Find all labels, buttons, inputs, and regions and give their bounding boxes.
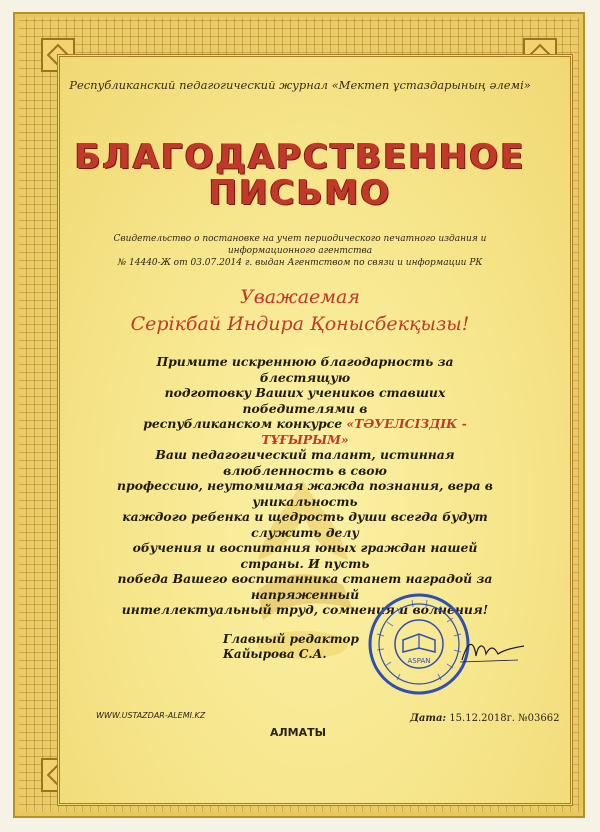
date-label: Дата: bbox=[410, 713, 447, 724]
body-line-prefix: республиканском конкурсе bbox=[143, 416, 347, 431]
editor-name: Кайырова С.А. bbox=[223, 647, 327, 661]
registration-line-2: № 14440-Ж от 03.07.2014 г. выдан Агентством по связи и информации РК bbox=[117, 258, 483, 268]
date-value: 15.12.2018г. №03662 bbox=[449, 713, 560, 724]
title-line-2: ПИСЬМО bbox=[208, 173, 392, 213]
editor-block bbox=[223, 632, 359, 662]
city-label: АЛМАТЫ bbox=[270, 726, 327, 739]
letter-body bbox=[110, 354, 500, 618]
official-stamp-icon bbox=[367, 592, 471, 696]
editor-role: Главный редактор bbox=[223, 632, 359, 646]
registration-note bbox=[80, 233, 520, 269]
recipient-name: Серікбай Индира Қонысбекқызы! bbox=[130, 313, 470, 335]
stamp-text: ASPAN bbox=[407, 657, 431, 665]
contest-name: «ТӘУЕЛСІЗДІК - ТҰҒЫРЫМ» bbox=[261, 416, 467, 447]
body-line: каждого ребенка и щедрость души всегда будут служить делу bbox=[122, 509, 488, 540]
title-line-1: БЛАГОДАРСТВЕННОЕ bbox=[74, 137, 526, 177]
registration-line-1: Свидетельство о постановке на учет периодического печатного издания и информационного агентства bbox=[113, 234, 487, 256]
website-link: WWW.USTAZDAR-ALEMI.KZ bbox=[96, 711, 206, 720]
body-line: победа Вашего воспитанника станет наградой за напряженный bbox=[117, 571, 493, 602]
date-block bbox=[410, 713, 559, 724]
body-line: подготовку Ваших учеников ставших победителями в bbox=[164, 385, 446, 416]
body-line: Примите искреннюю благодарность за блестящую bbox=[156, 354, 454, 385]
body-line bbox=[110, 416, 500, 447]
body-line: обучения и воспитания юных граждан нашей страны. И пусть bbox=[132, 540, 478, 571]
salutation-line-1: Уважаемая bbox=[240, 286, 360, 308]
journal-header: Республиканский педагогический журнал «Мектеп ұстаздарының әлемі» bbox=[69, 78, 531, 92]
body-line: интеллектуальный труд, сомнения и волнения! bbox=[121, 602, 489, 617]
body-line: профессию, неутомимая жажда познания, вера в уникальность bbox=[117, 478, 493, 509]
signature-icon bbox=[458, 636, 528, 666]
body-line: Ваш педагогический талант, истинная влюбленность в свою bbox=[155, 447, 455, 478]
